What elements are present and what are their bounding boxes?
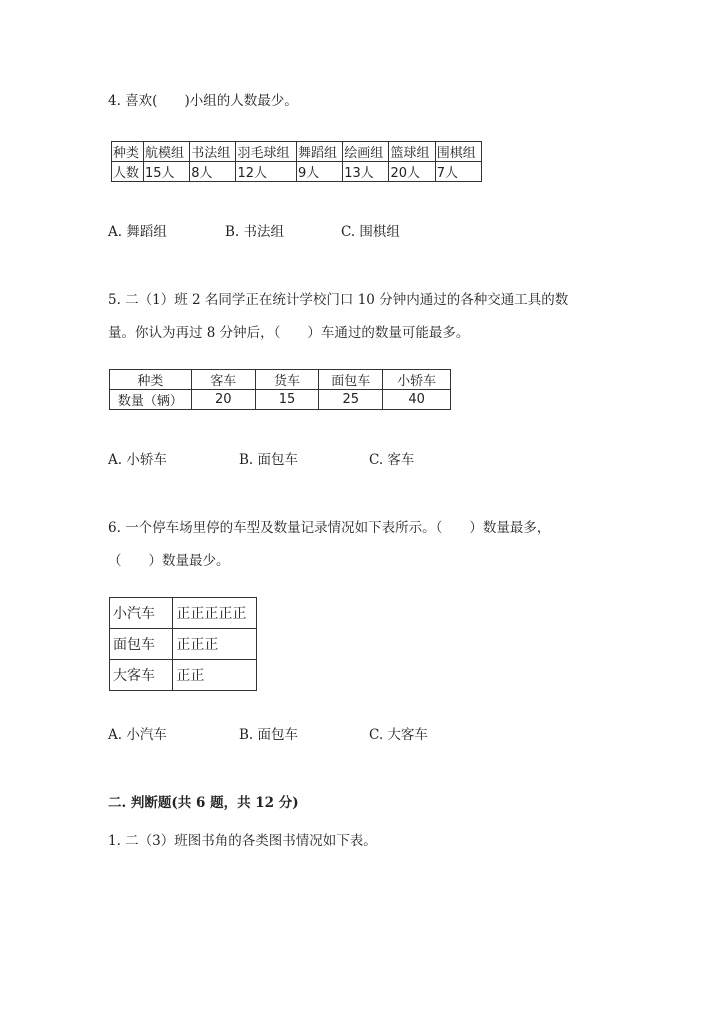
table-cell: 绘画组 [343, 142, 389, 162]
table-cell: 舞蹈组 [296, 142, 342, 162]
q4-table [111, 141, 482, 182]
table-cell: 15人 [143, 162, 189, 182]
table-cell: 40 [383, 390, 451, 410]
q4-option-b: B. 书法组 [225, 224, 285, 240]
table-row [110, 629, 257, 660]
table-cell: 种类 [112, 142, 144, 162]
table-cell: 20人 [389, 162, 435, 182]
table-cell: 面包车 [110, 629, 173, 660]
q6-option-b: B. 面包车 [239, 727, 299, 743]
table-cell: 羽毛球组 [236, 142, 297, 162]
table-cell: 客车 [191, 370, 255, 390]
question-6-text-line1: 6. 一个停车场里停的车型及数量记录情况如下表所示。（ ）数量最多， [108, 520, 551, 536]
table-cell: 货车 [255, 370, 319, 390]
table-row [112, 142, 482, 162]
table-row [110, 598, 257, 629]
table-cell: 面包车 [319, 370, 383, 390]
q5-option-a: A. 小轿车 [108, 452, 167, 468]
table-cell: 8人 [190, 162, 236, 182]
table-cell: 正正正正正 [173, 598, 257, 629]
table-row [110, 390, 451, 410]
question-5-text-line1: 5. 二（1）班 2 名同学正在统计学校门口 10 分钟内通过的各种交通工具的数 [108, 292, 569, 308]
table-row [110, 370, 451, 390]
table-cell: 小轿车 [383, 370, 451, 390]
q5-option-c: C. 客车 [369, 452, 415, 468]
table-cell: 数量（辆） [110, 390, 192, 410]
table-row [110, 660, 257, 691]
q4-option-a: A. 舞蹈组 [108, 224, 167, 240]
table-cell: 篮球组 [389, 142, 435, 162]
table-cell: 12人 [236, 162, 297, 182]
question-6-text-line2: （ ）数量最少。 [108, 553, 230, 569]
table-cell: 25 [319, 390, 383, 410]
q4-option-c: C. 围棋组 [341, 224, 400, 240]
q5-table [109, 369, 451, 410]
section2-question-1-text: 1. 二（3）班图书角的各类图书情况如下表。 [108, 833, 377, 849]
table-cell: 书法组 [190, 142, 236, 162]
table-cell: 正正 [173, 660, 257, 691]
table-cell: 种类 [110, 370, 192, 390]
q6-option-c: C. 大客车 [369, 727, 428, 743]
question-4-text: 4. 喜欢( )小组的人数最少。 [108, 93, 298, 109]
table-cell: 小汽车 [110, 598, 173, 629]
question-5-text-line2: 量。你认为再过 8 分钟后，（ ）车通过的数量可能最多。 [108, 325, 470, 341]
table-cell: 航模组 [143, 142, 189, 162]
q6-option-a: A. 小汽车 [108, 727, 167, 743]
table-cell: 20 [191, 390, 255, 410]
table-row [112, 162, 482, 182]
table-cell: 人数 [112, 162, 144, 182]
table-cell: 围棋组 [435, 142, 481, 162]
table-cell: 大客车 [110, 660, 173, 691]
table-cell: 7人 [435, 162, 481, 182]
table-cell: 9人 [296, 162, 342, 182]
table-cell: 15 [255, 390, 319, 410]
q5-option-b: B. 面包车 [239, 452, 299, 468]
table-cell: 正正正 [173, 629, 257, 660]
table-cell: 13人 [343, 162, 389, 182]
q6-table [109, 597, 257, 691]
section-heading: 二. 判断题(共 6 题，共 12 分) [108, 795, 299, 811]
